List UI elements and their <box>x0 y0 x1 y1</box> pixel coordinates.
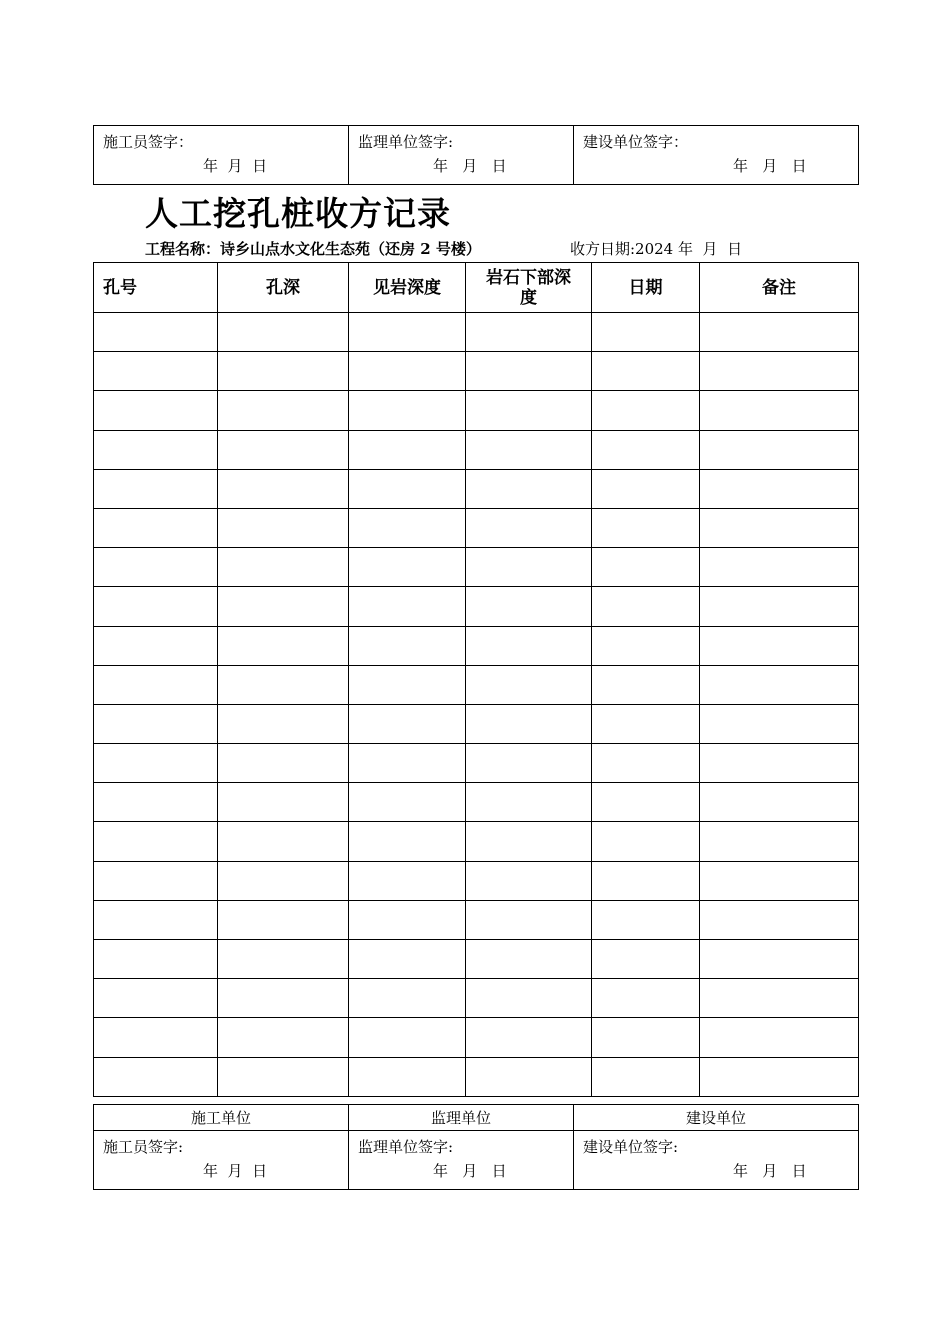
table-row <box>94 783 859 822</box>
bottom-owner-signature-label: 建设单位签字: <box>583 1138 679 1156</box>
cell-hole-depth[interactable] <box>218 1057 349 1096</box>
construction-signature-date: 年 月 日 <box>203 157 268 175</box>
cell-remarks[interactable] <box>700 626 859 665</box>
cell-remarks[interactable] <box>700 508 859 547</box>
cell-hole-depth[interactable] <box>218 861 349 900</box>
cell-date[interactable] <box>592 352 700 391</box>
cell-date[interactable] <box>592 430 700 469</box>
table-row <box>94 508 859 547</box>
cell-hole-number[interactable] <box>94 900 218 939</box>
cell-hole-depth[interactable] <box>218 1018 349 1057</box>
cell-remarks[interactable] <box>700 352 859 391</box>
cell-date[interactable] <box>592 548 700 587</box>
bottom-supervision-signature-date: 年 月 日 <box>433 1162 507 1180</box>
cell-remarks[interactable] <box>700 1018 859 1057</box>
table-row <box>94 861 859 900</box>
cell-date[interactable] <box>592 469 700 508</box>
cell-rock-depth[interactable] <box>349 861 466 900</box>
cell-rock-depth[interactable] <box>349 979 466 1018</box>
cell-rock-lower-depth[interactable] <box>466 626 592 665</box>
bottom-signature-table <box>93 1104 859 1190</box>
cell-rock-lower-depth[interactable] <box>466 313 592 352</box>
supervision-signature-label: 监理单位签字: <box>358 133 454 151</box>
cell-date[interactable] <box>592 704 700 743</box>
cell-rock-lower-depth[interactable] <box>466 979 592 1018</box>
cell-rock-lower-depth[interactable] <box>466 744 592 783</box>
cell-date[interactable] <box>592 861 700 900</box>
owner-signature-date: 年 月 日 <box>733 157 807 175</box>
cell-rock-depth[interactable] <box>349 391 466 430</box>
table-row <box>94 979 859 1018</box>
cell-date[interactable] <box>592 900 700 939</box>
cell-hole-number[interactable] <box>94 940 218 979</box>
cell-remarks[interactable] <box>700 665 859 704</box>
supervision-signature-date: 年 月 日 <box>433 157 507 175</box>
cell-hole-number[interactable] <box>94 352 218 391</box>
cell-rock-lower-depth[interactable] <box>466 508 592 547</box>
cell-rock-depth[interactable] <box>349 900 466 939</box>
cell-date[interactable] <box>592 508 700 547</box>
header-rock-lower-depth: 岩石下部深度 <box>466 263 592 313</box>
table-row <box>94 665 859 704</box>
cell-remarks[interactable] <box>700 548 859 587</box>
table-row <box>94 744 859 783</box>
cell-date[interactable] <box>592 822 700 861</box>
cell-hole-depth[interactable] <box>218 391 349 430</box>
cell-rock-depth[interactable] <box>349 548 466 587</box>
cell-date[interactable] <box>592 391 700 430</box>
bottom-construction-signature-label: 施工员签字: <box>103 1138 184 1156</box>
cell-hole-depth[interactable] <box>218 548 349 587</box>
cell-hole-depth[interactable] <box>218 704 349 743</box>
cell-rock-lower-depth[interactable] <box>466 548 592 587</box>
pile-record-table <box>93 262 859 1097</box>
cell-hole-number[interactable] <box>94 1057 218 1096</box>
cell-date[interactable] <box>592 1018 700 1057</box>
cell-hole-number[interactable] <box>94 548 218 587</box>
cell-rock-depth[interactable] <box>349 1018 466 1057</box>
cell-rock-depth[interactable] <box>349 822 466 861</box>
record-date: 收方日期:2024 年 月 日 <box>570 240 743 258</box>
table-row <box>94 900 859 939</box>
cell-hole-number[interactable] <box>94 744 218 783</box>
bottom-supervision-signature-label: 监理单位签字: <box>358 1138 454 1156</box>
cell-hole-depth[interactable] <box>218 783 349 822</box>
cell-rock-lower-depth[interactable] <box>466 900 592 939</box>
cell-hole-number[interactable] <box>94 313 218 352</box>
cell-hole-depth[interactable] <box>218 469 349 508</box>
cell-date[interactable] <box>592 587 700 626</box>
table-row <box>94 313 859 352</box>
table-row <box>94 940 859 979</box>
cell-rock-depth[interactable] <box>349 744 466 783</box>
cell-hole-number[interactable] <box>94 430 218 469</box>
cell-date[interactable] <box>592 783 700 822</box>
cell-hole-number[interactable] <box>94 1018 218 1057</box>
cell-hole-number[interactable] <box>94 861 218 900</box>
table-row <box>94 352 859 391</box>
cell-remarks[interactable] <box>700 744 859 783</box>
cell-rock-lower-depth[interactable] <box>466 704 592 743</box>
cell-hole-depth[interactable] <box>218 979 349 1018</box>
cell-rock-depth[interactable] <box>349 1057 466 1096</box>
header-hole-depth: 孔深 <box>218 263 349 313</box>
table-row <box>94 587 859 626</box>
cell-hole-number[interactable] <box>94 704 218 743</box>
table-row <box>94 626 859 665</box>
cell-rock-depth[interactable] <box>349 469 466 508</box>
cell-rock-lower-depth[interactable] <box>466 861 592 900</box>
cell-rock-lower-depth[interactable] <box>466 940 592 979</box>
cell-rock-depth[interactable] <box>349 626 466 665</box>
top-signature-table <box>93 125 859 185</box>
cell-rock-lower-depth[interactable] <box>466 391 592 430</box>
owner-signature-cell[interactable] <box>574 126 859 185</box>
cell-rock-depth[interactable] <box>349 508 466 547</box>
cell-rock-lower-depth[interactable] <box>466 587 592 626</box>
cell-remarks[interactable] <box>700 783 859 822</box>
table-row <box>94 391 859 430</box>
header-date: 日期 <box>592 263 700 313</box>
header-hole-number: 孔号 <box>94 263 218 313</box>
cell-hole-depth[interactable] <box>218 940 349 979</box>
bottom-construction-signature-cell[interactable] <box>94 1131 349 1190</box>
cell-date[interactable] <box>592 313 700 352</box>
bottom-owner-signature-cell[interactable] <box>574 1131 859 1190</box>
cell-hole-depth[interactable] <box>218 352 349 391</box>
cell-rock-depth[interactable] <box>349 783 466 822</box>
cell-hole-number[interactable] <box>94 391 218 430</box>
table-row <box>94 1018 859 1057</box>
cell-hole-depth[interactable] <box>218 587 349 626</box>
header-remarks: 备注 <box>700 263 859 313</box>
cell-hole-depth[interactable] <box>218 430 349 469</box>
table-row <box>94 1057 859 1096</box>
construction-unit-label: 施工单位 <box>94 1105 349 1131</box>
cell-date[interactable] <box>592 979 700 1018</box>
table-row <box>94 822 859 861</box>
cell-rock-depth[interactable] <box>349 313 466 352</box>
cell-rock-lower-depth[interactable] <box>466 783 592 822</box>
cell-remarks[interactable] <box>700 861 859 900</box>
cell-remarks[interactable] <box>700 940 859 979</box>
table-row <box>94 430 859 469</box>
cell-remarks[interactable] <box>700 900 859 939</box>
cell-hole-number[interactable] <box>94 665 218 704</box>
bottom-supervision-signature-cell[interactable] <box>349 1131 574 1190</box>
page-title: 人工挖孔桩收方记录 <box>145 194 451 233</box>
cell-remarks[interactable] <box>700 704 859 743</box>
supervision-signature-cell[interactable] <box>349 126 574 185</box>
bottom-owner-signature-date: 年 月 日 <box>733 1162 807 1180</box>
table-row <box>94 704 859 743</box>
cell-date[interactable] <box>592 744 700 783</box>
bottom-construction-signature-date: 年 月 日 <box>203 1162 268 1180</box>
cell-hole-depth[interactable] <box>218 900 349 939</box>
cell-date[interactable] <box>592 1057 700 1096</box>
cell-rock-lower-depth[interactable] <box>466 822 592 861</box>
cell-rock-depth[interactable] <box>349 587 466 626</box>
cell-rock-lower-depth[interactable] <box>466 1018 592 1057</box>
cell-rock-lower-depth[interactable] <box>466 430 592 469</box>
cell-date[interactable] <box>592 665 700 704</box>
cell-hole-depth[interactable] <box>218 822 349 861</box>
cell-rock-depth[interactable] <box>349 940 466 979</box>
cell-hole-depth[interactable] <box>218 626 349 665</box>
owner-signature-label: 建设单位签字： <box>583 133 689 151</box>
table-row <box>94 548 859 587</box>
cell-rock-depth[interactable] <box>349 704 466 743</box>
cell-hole-number[interactable] <box>94 783 218 822</box>
cell-remarks[interactable] <box>700 822 859 861</box>
cell-rock-depth[interactable] <box>349 430 466 469</box>
project-name: 工程名称：诗乡山点水文化生态苑（还房 2 号楼） <box>145 240 481 258</box>
cell-rock-lower-depth[interactable] <box>466 469 592 508</box>
cell-remarks[interactable] <box>700 430 859 469</box>
cell-hole-number[interactable] <box>94 626 218 665</box>
cell-remarks[interactable] <box>700 469 859 508</box>
cell-date[interactable] <box>592 940 700 979</box>
cell-remarks[interactable] <box>700 391 859 430</box>
cell-remarks[interactable] <box>700 313 859 352</box>
cell-hole-number[interactable] <box>94 469 218 508</box>
cell-hole-number[interactable] <box>94 822 218 861</box>
cell-rock-depth[interactable] <box>349 665 466 704</box>
cell-remarks[interactable] <box>700 1057 859 1096</box>
cell-date[interactable] <box>592 626 700 665</box>
cell-hole-number[interactable] <box>94 508 218 547</box>
cell-rock-lower-depth[interactable] <box>466 665 592 704</box>
construction-signature-label: 施工员签字： <box>103 133 194 151</box>
supervision-unit-label: 监理单位 <box>349 1105 574 1131</box>
cell-hole-depth[interactable] <box>218 744 349 783</box>
cell-rock-lower-depth[interactable] <box>466 352 592 391</box>
cell-hole-depth[interactable] <box>218 665 349 704</box>
cell-hole-depth[interactable] <box>218 313 349 352</box>
cell-rock-depth[interactable] <box>349 352 466 391</box>
owner-unit-label: 建设单位 <box>574 1105 859 1131</box>
cell-remarks[interactable] <box>700 979 859 1018</box>
cell-hole-number[interactable] <box>94 979 218 1018</box>
construction-signature-cell[interactable] <box>94 126 349 185</box>
header-rock-depth: 见岩深度 <box>349 263 466 313</box>
cell-hole-depth[interactable] <box>218 508 349 547</box>
cell-hole-number[interactable] <box>94 587 218 626</box>
cell-rock-lower-depth[interactable] <box>466 1057 592 1096</box>
table-row <box>94 469 859 508</box>
cell-remarks[interactable] <box>700 587 859 626</box>
record-body <box>94 313 859 1097</box>
